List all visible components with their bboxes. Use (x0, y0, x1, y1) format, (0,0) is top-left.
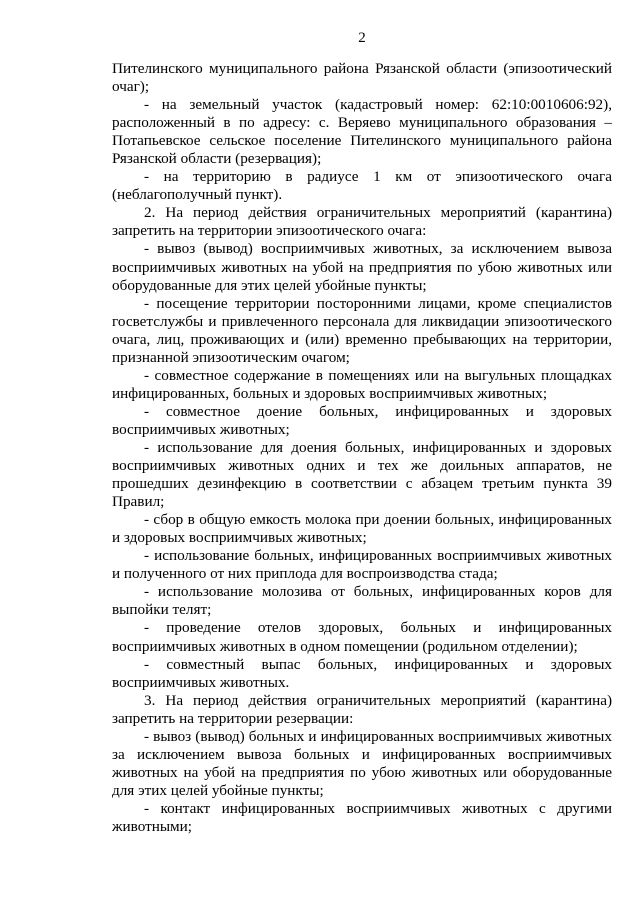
paragraph: - на территорию в радиусе 1 км от эпизоотического очага (неблагополучный пункт). (112, 168, 612, 204)
paragraph: - вывоз (вывод) больных и инфицированных восприимчивых животных за исключением вывоза больных и инфицированных восприимчивых животных на убой на предприятия по убою животных или оборудованные для этих целей убойные пункты; (112, 727, 612, 799)
paragraph: - совместное содержание в помещениях или на выгульных площадках инфицированных, больных и здоровых восприимчивых животных; (112, 366, 612, 402)
paragraph: - использование больных, инфицированных восприимчивых животных и полученного от них приплода для воспроизводства стада; (112, 547, 612, 583)
document-body (112, 60, 612, 836)
paragraph: - совместный выпас больных, инфицированных и здоровых восприимчивых животных. (112, 655, 612, 691)
paragraph: - использование молозива от больных, инфицированных коров для выпойки телят; (112, 583, 612, 619)
paragraph: 2. На период действия ограничительных мероприятий (карантина) запретить на территории эпизоотического очага: (112, 204, 612, 240)
paragraph: - вывоз (вывод) восприимчивых животных, за исключением вывоза восприимчивых животных на убой на предприятия по убою животных или оборудованные для этих целей убойные пункты; (112, 240, 612, 294)
paragraph: - проведение отелов здоровых, больных и инфицированных восприимчивых животных в одном помещении (родильном отделении); (112, 619, 612, 655)
page-number: 2 (358, 30, 366, 46)
paragraph: Пителинского муниципального района Рязанской области (эпизоотический очаг); (112, 60, 612, 96)
paragraph: - на земельный участок (кадастровый номер: 62:10:0010606:92), расположенный в по адресу: с. Веряево муниципального образования – Потапьевское сельское поселение Пителинского муниципального района Рязанской области (резервация); (112, 96, 612, 168)
paragraph: - посещение территории посторонними лицами, кроме специалистов госветслужбы и привлеченного персонала для ликвидации эпизоотического очага, лиц, проживающих и (или) временно пребывающих на территории, признанной эпизоотическим очагом; (112, 294, 612, 366)
paragraph: - контакт инфицированных восприимчивых животных с другими животными; (112, 799, 612, 835)
paragraph: - сбор в общую емкость молока при доении больных, инфицированных и здоровых восприимчивых животных; (112, 511, 612, 547)
paragraph: 3. На период действия ограничительных мероприятий (карантина) запретить на территории резервации: (112, 691, 612, 727)
paragraph: - использование для доения больных, инфицированных и здоровых восприимчивых животных одних и тех же доильных аппаратов, не прошедших дезинфекцию в соответствии с абзацем третьим пункта 39 Правил; (112, 438, 612, 511)
paragraph: - совместное доение больных, инфицированных и здоровых восприимчивых животных; (112, 402, 612, 438)
